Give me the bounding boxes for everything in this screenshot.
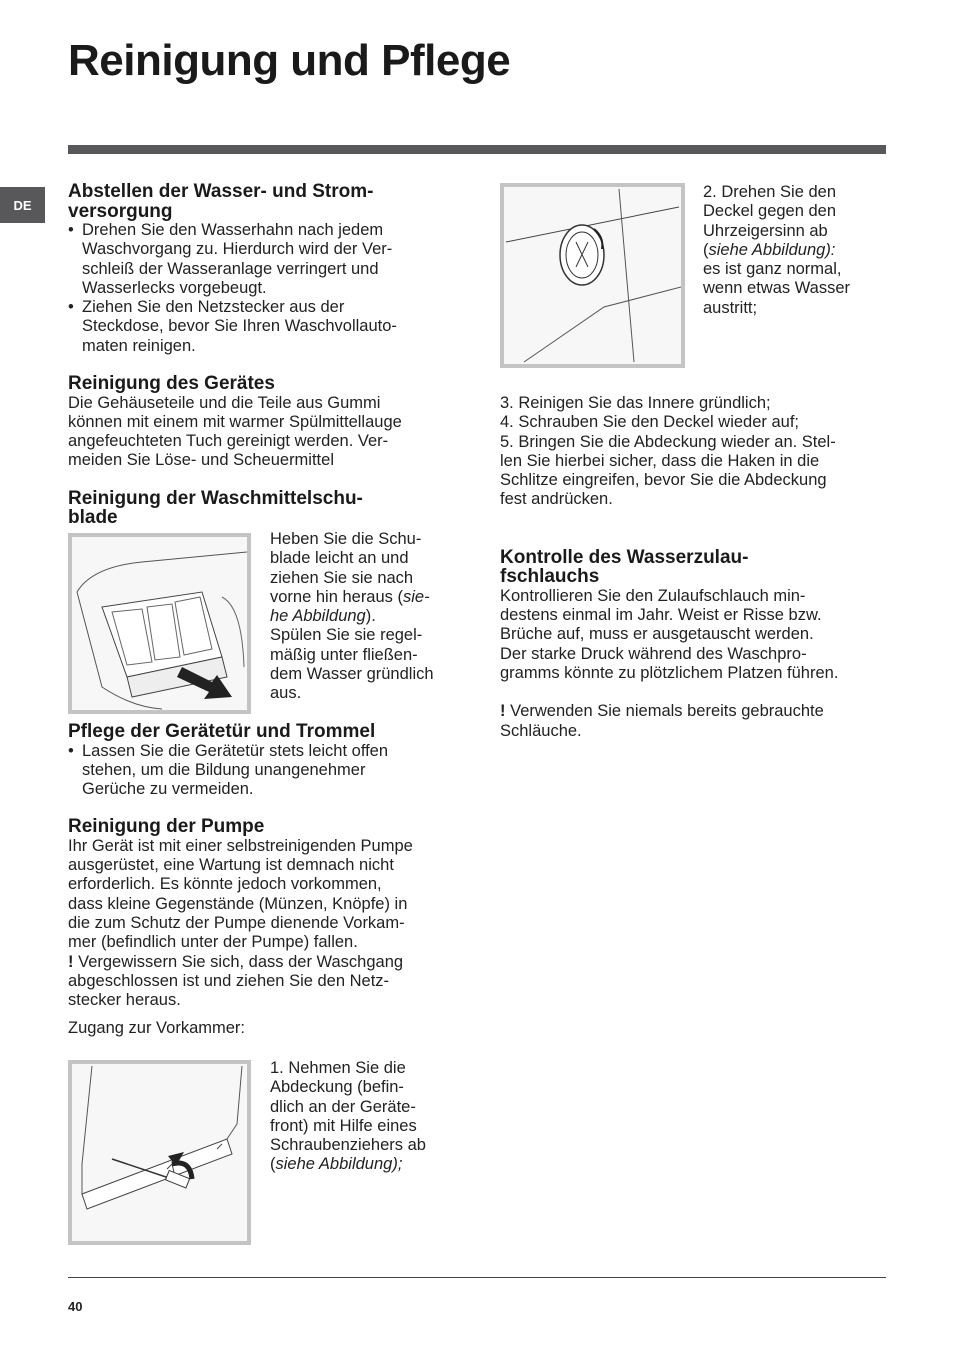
step1-text: 1. Nehmen Sie die Abdeckung (befin- dlich an der Geräte- front) mit Hilfe eines Schraubenziehers ab (siehe Abbildung); (270, 1059, 426, 1174)
warning-paragraph: ! Verwenden Sie niemals bereits gebrauchte Schläuche. (500, 702, 824, 740)
steps-list: 3. Reinigen Sie das Innere gründlich; 4. Schrauben Sie den Deckel wieder auf; 5. Bringen Sie die Abdeckung wieder an. Stel- len Sie hierbei sicher, dass die Haken in die Schlitze eingreifen, bevor Sie die Abdeckung fest andrücken. (500, 394, 836, 509)
page-number: 40 (68, 1299, 83, 1314)
drawer-illustration (68, 533, 251, 714)
bullet-item: • Lassen Sie die Gerätetür stets leicht offen stehen, um die Bildung unangenehmer Gerüche zu vermeiden. (68, 742, 463, 800)
lid-removal-illustration (500, 183, 685, 368)
section-heading-door: Pflege der Gerätetür und Trommel (68, 721, 376, 742)
header-rule (68, 145, 886, 154)
left-column (68, 182, 463, 528)
section-heading-device: Reinigung des Gerätes (68, 373, 275, 395)
step2-text: 2. Drehen Sie den Deckel gegen den Uhrzeigersinn ab (siehe Abbildung): es ist ganz normal, wenn etwas Wasser austritt; (703, 183, 851, 317)
footer-rule (68, 1277, 886, 1278)
bullet-item: • Drehen Sie den Wasserhahn nach jedem Waschvorgang zu. Hierdurch wird der Ver- schleiß der Wasseranlage verringert und Wasserlecks vorgebeugt. (68, 221, 463, 298)
right-column (500, 394, 895, 741)
access-label: Zugang zur Vorkammer: (68, 1018, 245, 1037)
section-heading-supply: Abstellen der Wasser- und Strom- versorgung (68, 181, 374, 222)
language-tab: DE (0, 187, 45, 223)
paragraph: Kontrollieren Sie den Zulaufschlauch min- destens einmal im Jahr. Weist er Risse bzw. Brüche auf, muss er ausgetauscht werden. Der starke Druck während des Waschpro- gramms könnte zu plötzlichem Platzen führen. (500, 586, 839, 682)
cover-removal-illustration (68, 1060, 251, 1245)
warning-mark: ! (500, 702, 506, 721)
warning-mark: ! (68, 952, 74, 971)
bullet-item: • Ziehen Sie den Netzstecker aus der Steckdose, bevor Sie Ihren Waschvollauto- maten reinigen. (68, 298, 463, 356)
left-column-lower (68, 722, 463, 1038)
section-heading-hose: Kontrolle des Wasserzulau- fschlauchs (500, 546, 749, 588)
paragraph: Die Gehäuseteile und die Teile aus Gummi können mit einem mit warmer Spülmittellauge angefeuchteten Tuch gereinigt werden. Ver- meiden Sie Löse- und Scheuermittel (68, 393, 402, 470)
drawer-text: Heben Sie die Schu- blade leicht an und ziehen Sie sie nach vorne hin heraus (sie- he Abbildung). Spülen Sie sie regel- mäßig unter fließen- dem Wasser gründlich aus. (270, 530, 434, 703)
section-heading-drawer: Reinigung der Waschmittelschu- blade (68, 487, 363, 529)
paragraph: Ihr Gerät ist mit einer selbstreinigenden Pumpe ausgerüstet, eine Wartung ist demnach nicht erforderlich. Es könnte jedoch vorkommen, dass kleine Gegenstände (Münzen, Knöpfe) in die zum Schutz der Pumpe dienende Vorkam- mer (befindlich unter der Pumpe) fallen. ! Vergewissern Sie sich, dass der Waschgang abgeschlossen ist und ziehen Sie den Netz- stecker heraus. (68, 836, 413, 1010)
section-heading-pump: Reinigung der Pumpe (68, 816, 265, 838)
page-title: Reinigung und Pflege (68, 36, 511, 85)
